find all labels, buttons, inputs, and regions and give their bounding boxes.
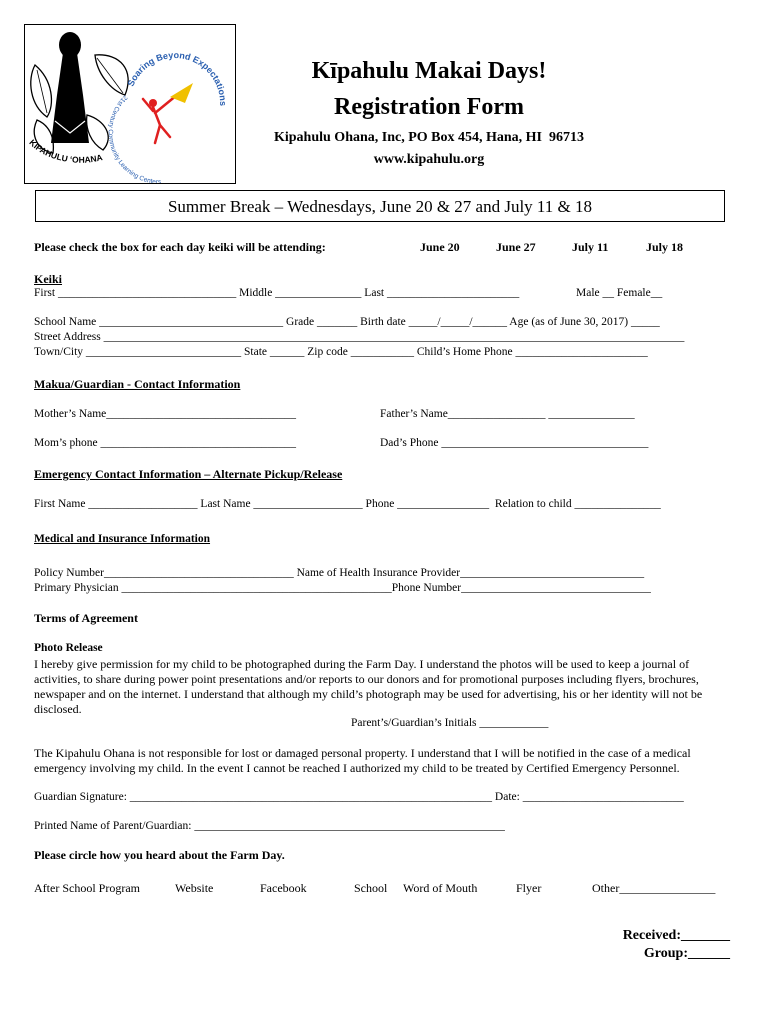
- logo-org-text: KIPAHULU ʻOHANA: [27, 137, 104, 165]
- group-field[interactable]: Group:______: [643, 946, 730, 961]
- form-title: Kīpahulu Makai Days!: [311, 58, 547, 84]
- heard-option-school[interactable]: School: [354, 881, 388, 895]
- mother-name-field[interactable]: Mother’s Name_________________________________: [34, 408, 297, 420]
- liability-text: The Kipahulu Ohana is not responsible for lost or damaged personal property. I understand that I will be notified in the case of a medical emergency involving my child. In the event I cannot be reached I authorized my child to be treated by Certified Emergency Personnel.: [34, 746, 691, 775]
- printed-name-field[interactable]: Printed Name of Parent/Guardian: ______________________________________________________: [34, 820, 505, 832]
- heard-option-flyer[interactable]: Flyer: [516, 881, 542, 895]
- heard-about-prompt: Please circle how you heard about the Farm Day.: [34, 848, 285, 862]
- heard-option-other[interactable]: Other________________: [592, 881, 716, 895]
- mom-phone-field[interactable]: Mom’s phone __________________________________: [34, 437, 296, 449]
- kipahulu-ohana-logo-graphic: [25, 25, 235, 183]
- logo: [24, 24, 236, 184]
- heard-option-website[interactable]: Website: [175, 881, 214, 895]
- guardian-signature-field[interactable]: Guardian Signature: _______________________________________________________________ Date: ____________________________: [34, 791, 684, 803]
- keiki-street-field[interactable]: Street Address _____________________________________________________________________________________________________: [34, 331, 685, 343]
- session-dates-banner: Summer Break – Wednesdays, June 20 & 27 and July 11 & 18: [35, 190, 725, 222]
- form-subtitle: Registration Form: [334, 94, 524, 120]
- day-option-july-11[interactable]: July 11: [572, 240, 609, 254]
- emergency-contact-fields[interactable]: First Name ___________________ Last Name ___________________ Phone ________________ Relation to child _______________: [34, 498, 661, 510]
- policy-fields[interactable]: Policy Number_________________________________ Name of Health Insurance Provider________________________________: [34, 567, 645, 579]
- org-address: Kipahulu Ohana, Inc, PO Box 454, Hana, HI 96713: [273, 130, 585, 145]
- father-name-field[interactable]: Father’s Name_________________ _______________: [380, 408, 635, 420]
- heard-option-after-school[interactable]: After School Program: [34, 881, 140, 895]
- day-option-july-18[interactable]: July 18: [646, 240, 684, 254]
- keiki-heading: Keiki: [34, 272, 63, 286]
- photo-release-text: I hereby give permission for my child to be photographed during the Farm Day. I understand the photos will be used to keep a journal of activities, to share during power point presentations and/or reports to our donors and for promotional purposes including flyers, brochures, newspaper and on the internet. I understand that although my child’s photograph may be used for advertising, his or her identity will not be disclosed.: [34, 657, 703, 716]
- medical-heading: Medical and Insurance Information: [34, 533, 211, 545]
- day-option-june-20[interactable]: June 20: [420, 240, 460, 254]
- heard-option-facebook[interactable]: Facebook: [260, 881, 307, 895]
- org-website[interactable]: www.kipahulu.org: [373, 152, 485, 167]
- heard-option-word-of-mouth[interactable]: Word of Mouth: [403, 881, 478, 895]
- emergency-heading: Emergency Contact Information – Alternate Pickup/Release: [34, 467, 343, 481]
- day-option-june-27[interactable]: June 27: [496, 240, 536, 254]
- days-prompt: Please check the box for each day keiki will be attending:: [34, 240, 326, 254]
- initials-field[interactable]: Parent’s/Guardian’s Initials ____________: [351, 717, 549, 729]
- keiki-name-fields[interactable]: First _______________________________ Middle _______________ Last _______________________: [34, 287, 520, 299]
- keiki-town-fields[interactable]: Town/City ___________________________ State ______ Zip code ___________ Child’s Home Phone _______________________: [34, 346, 648, 358]
- keiki-school-fields[interactable]: School Name ________________________________ Grade _______ Birth date _____/_____/______ Age (as of June 30, 2017) _____: [34, 316, 660, 328]
- terms-heading: Terms of Agreement: [34, 611, 138, 625]
- logo-arc-text: Soaring Beyond Expectations: [125, 49, 229, 107]
- logo-side-text: 21st Century Community Learning Centers: [106, 93, 162, 183]
- keiki-gender-field[interactable]: Male __ Female__: [576, 287, 663, 299]
- received-field[interactable]: Received:_______: [622, 928, 730, 943]
- dad-phone-field[interactable]: Dad’s Phone ____________________________________: [380, 437, 649, 449]
- guardian-heading: Makua/Guardian - Contact Information: [34, 377, 241, 391]
- physician-fields[interactable]: Primary Physician _______________________________________________Phone Number_________________________________: [34, 582, 651, 594]
- photo-release-heading: Photo Release: [34, 642, 103, 654]
